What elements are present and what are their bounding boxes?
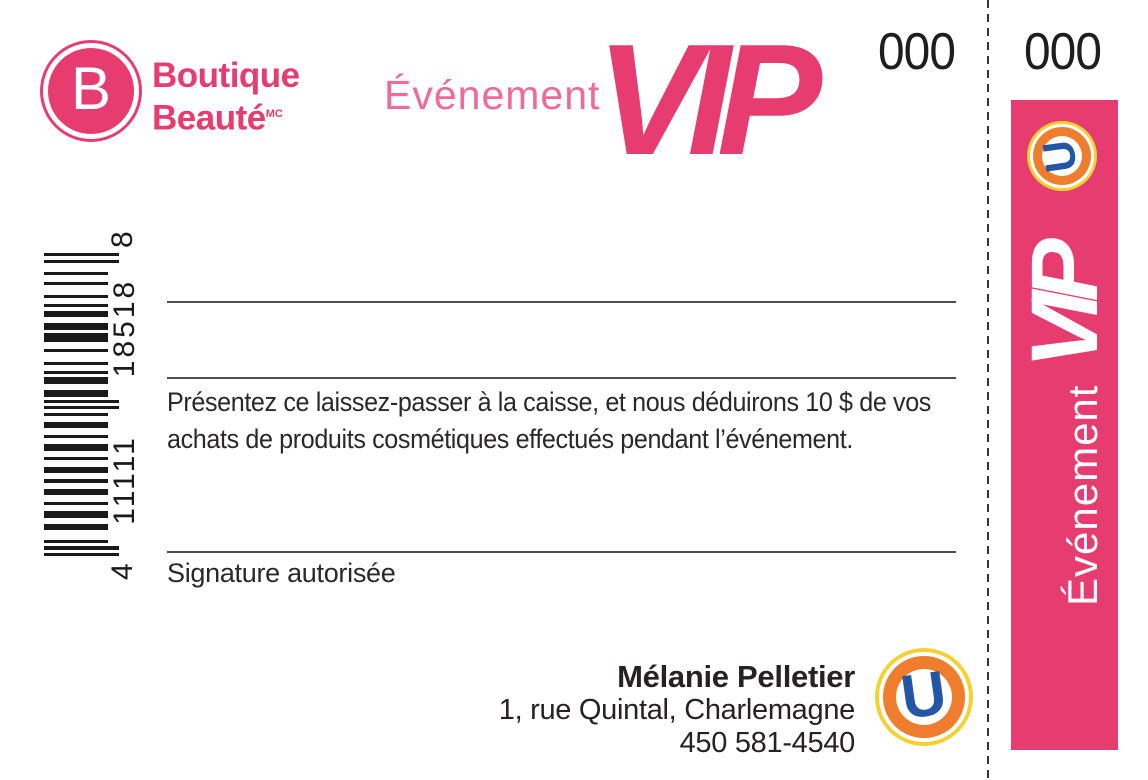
u-letter: U <box>896 657 951 733</box>
event-title-label: Événement <box>384 72 601 118</box>
u-store-icon <box>875 648 973 746</box>
logo-initial: B <box>70 55 112 122</box>
barcode-digit-groups <box>110 252 140 556</box>
signature-label: Signature autorisée <box>167 558 396 588</box>
stub-event-vip: VIP <box>1012 249 1118 369</box>
trademark-mark: MC <box>265 108 283 120</box>
stub-event-label: Événement <box>1059 384 1106 606</box>
blank-line-top <box>167 301 956 303</box>
contact-block <box>499 660 855 760</box>
offer-line1: Présentez ce laissez-passer à la caisse, et nous déduirons 10 $ de vos <box>167 387 931 417</box>
contact-name: Mélanie Pelletier <box>617 659 855 694</box>
barcode-digits-left: 11111 <box>108 435 141 525</box>
u-store-icon <box>1027 121 1097 191</box>
brand-name-line2: Beauté$^{MC}$ <box>152 98 283 138</box>
barcode-digit-first: 4 <box>106 562 139 580</box>
contact-store-logo <box>875 648 973 746</box>
barcode-digit-last: 8 <box>106 230 139 248</box>
offer-line2: achats de produits cosmétiques effectués pendant l’événement. <box>167 424 853 454</box>
logo-disc <box>48 48 134 134</box>
perforation-dashed-line <box>987 0 989 780</box>
barcode <box>44 224 140 580</box>
event-title-vip: VIP <box>596 12 809 188</box>
blank-line-middle <box>167 377 956 379</box>
serial-number-main: 000 <box>878 23 956 81</box>
offer-text <box>167 384 931 458</box>
boutique-beaute-logo <box>40 40 142 142</box>
contact-phone: 450 581-4540 <box>679 727 855 759</box>
barcode-digits-right: 18518 <box>108 278 141 378</box>
stub-title-wrap <box>1011 249 1118 612</box>
contact-address: 1, rue Quintal, Charlemagne <box>498 694 855 726</box>
brand-name <box>152 56 300 138</box>
stub-title <box>1011 249 1118 612</box>
barcode-inner <box>44 224 140 580</box>
serial-number-stub: 000 <box>1024 23 1102 81</box>
signature-line <box>167 551 956 553</box>
u-letter: U <box>1033 137 1087 176</box>
brand-name-line1: Boutique <box>152 56 300 95</box>
stub-store-logo <box>1027 121 1097 191</box>
